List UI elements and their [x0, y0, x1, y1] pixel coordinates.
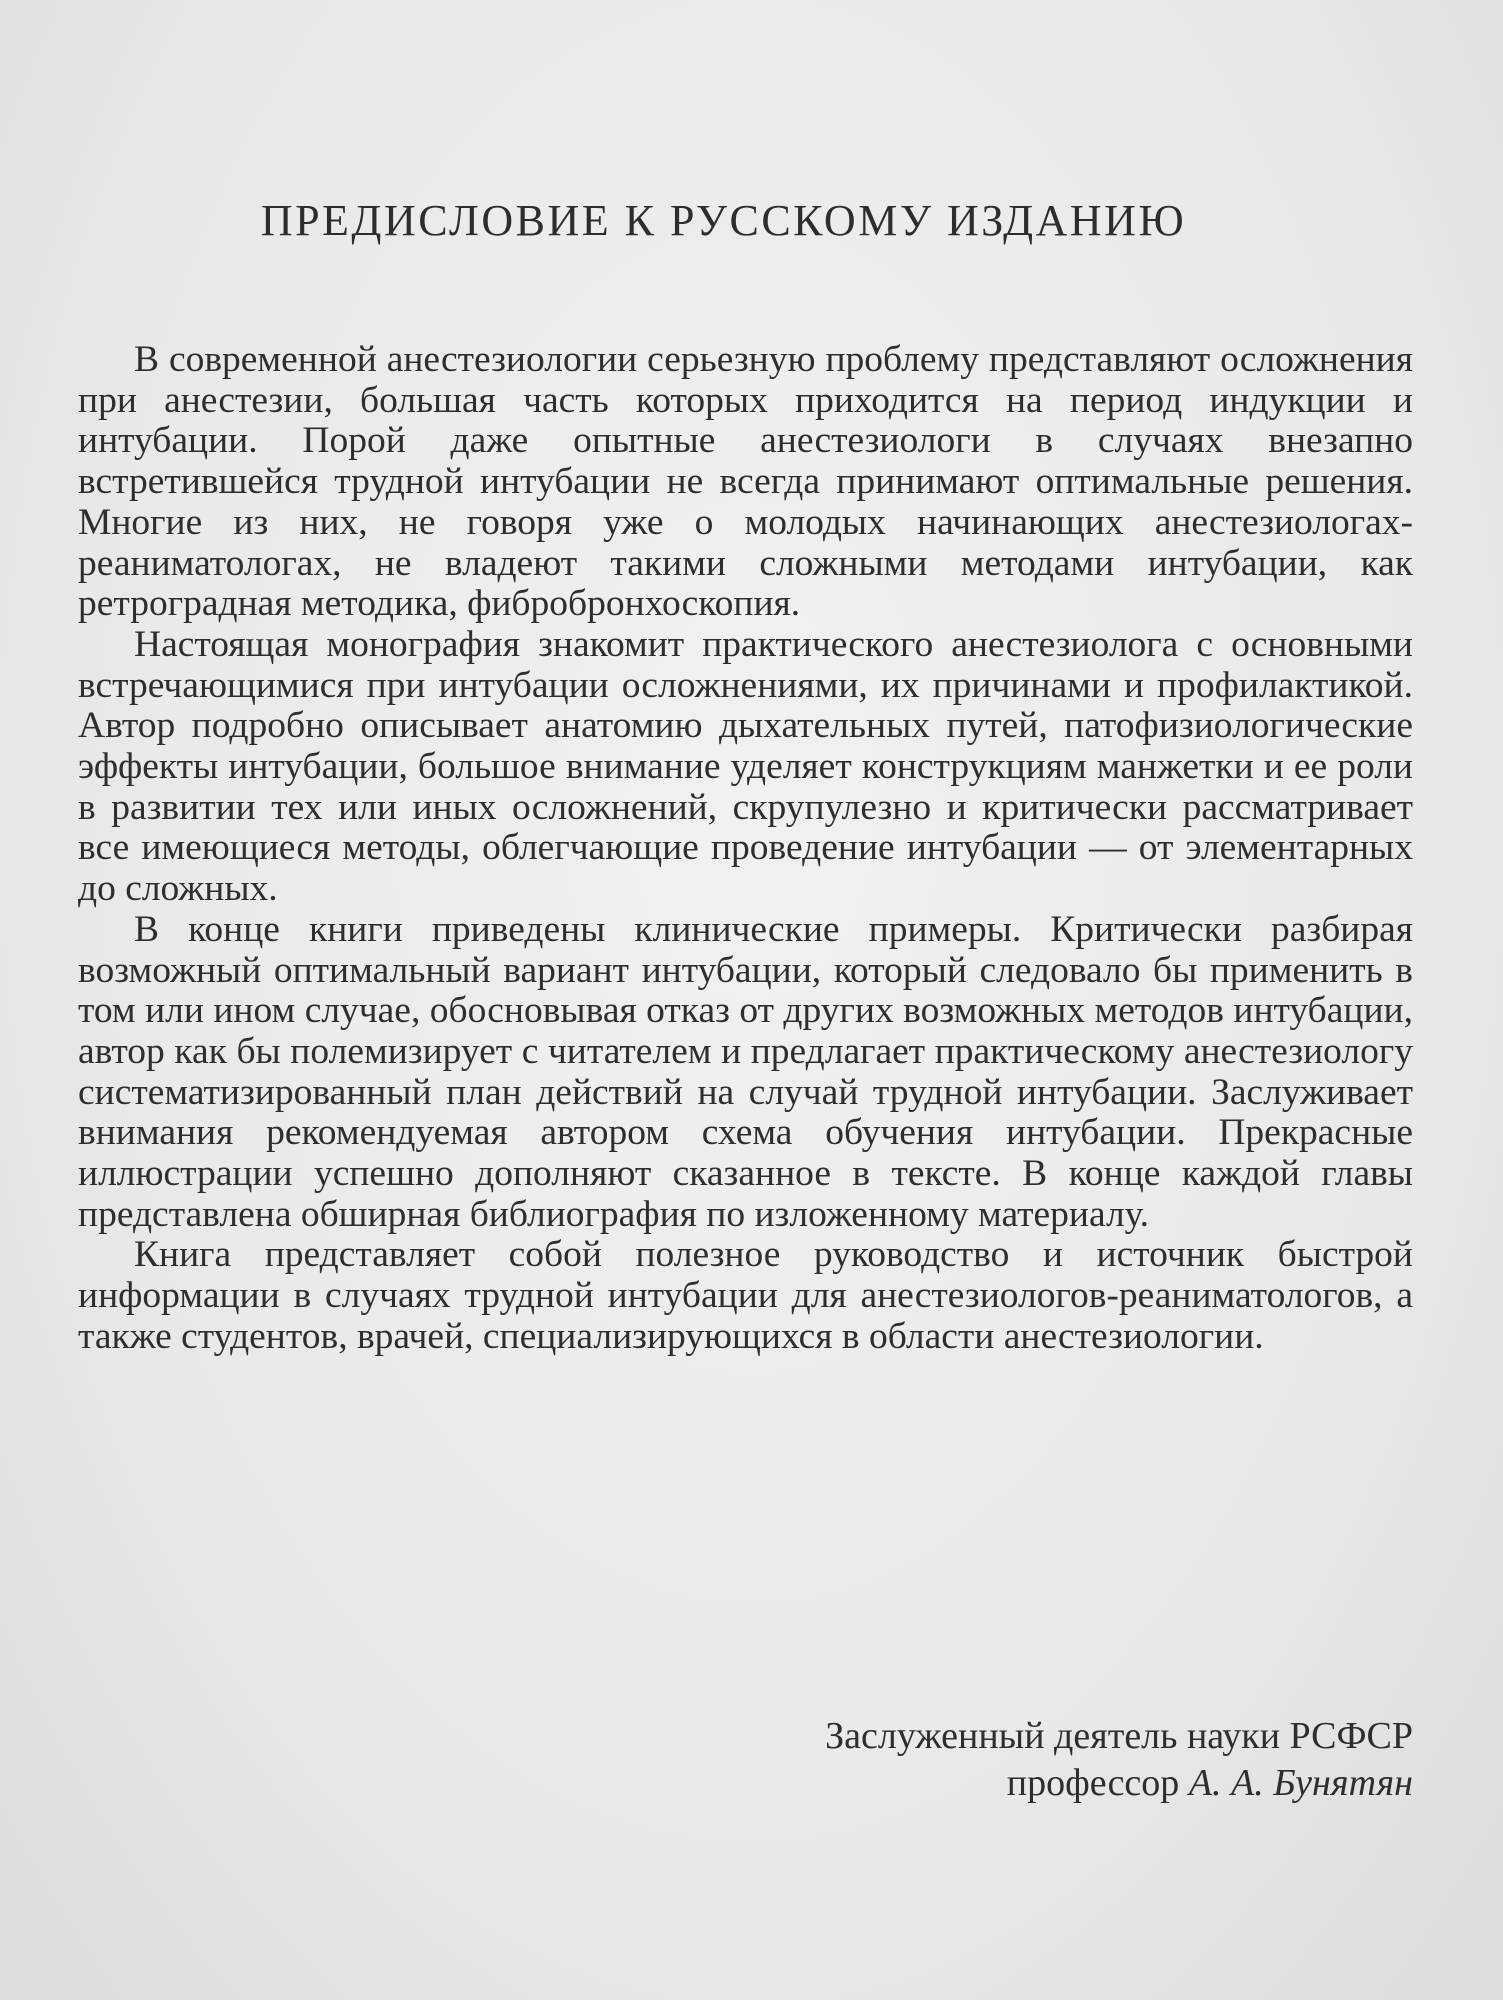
paragraph-3: В конце книги приведены клинические примеры. Критически разбирая возможный оптимальный вариант интубации, который следовало бы применить в том или ином случае, обосновывая отказ от других возможных методов интубации, автор как бы полемизирует с читателем и предлагает практическому анестезиологу систематизированный план действий на случай трудной интубации. Заслуживает внимания рекомендуемая автором схема обучения интубации. Прекрасные иллюстрации успешно дополняют сказанное в тексте. В конце каждой главы представлена обширная библиография по изложенному материалу. — [78, 908, 1413, 1235]
paragraph-1: В современной анестезиологии серьезную проблему представляют осложнения при анестезии, большая часть которых приходится на период индукции и интубации. Порой даже опытные анестезиологи в случаях внезапно встретившейся трудной интубации не всегда принимают оптимальные решения. Многие из них, не говоря уже о молодых начинающих анестезиологах-реаниматологах, не владеют такими сложными методами интубации, как ретроградная методика, фибробронхоскопия. — [78, 339, 1413, 625]
signature-block — [825, 1713, 1413, 1807]
signature-name: А. А. Бунятян — [1188, 1762, 1413, 1804]
signature-author — [825, 1760, 1413, 1807]
preface-body — [78, 340, 1413, 1358]
page-title: ПРЕДИСЛОВИЕ К РУССКОМУ ИЗДАНИЮ — [260, 196, 1187, 245]
signature-title: профессор — [1006, 1762, 1180, 1804]
signature-honorific: Заслуженный деятель науки РСФСР — [825, 1715, 1413, 1757]
paragraph-4: Книга представляет собой полезное руководство и источник быстрой информации в случаях трудной интубации для анестезиологов-реаниматологов, а также студентов, врачей, специализирующихся в области анестезиологии. — [78, 1234, 1413, 1357]
paragraph-2: Настоящая монография знакомит практического анестезиолога с основными встречающимися при интубации осложнениями, их причинами и профилактикой. Автор подробно описывает анатомию дыхательных путей, патофизиологические эффекты интубации, большое внимание уделяет конструкциям манжетки и ее роли в развитии тех или иных осложнений, скрупулезно и критически рассматривает все имеющиеся методы, облегчающие проведение интубации — от элементарных до сложных. — [78, 623, 1413, 910]
